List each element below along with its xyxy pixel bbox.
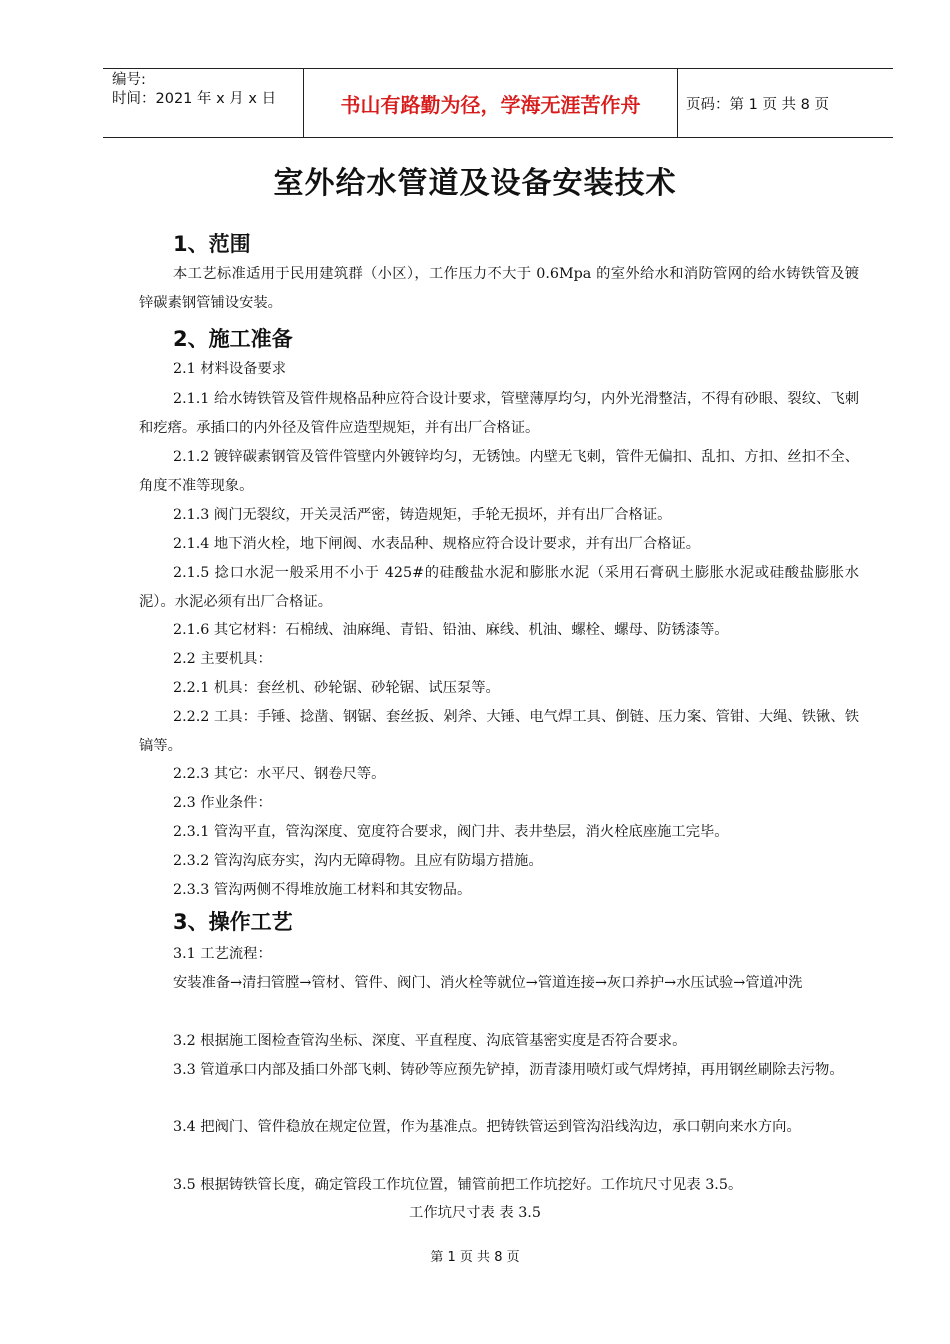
paragraph: 2.1.3 阀门无裂纹，开关灵活严密，铸造规矩，手轮无损坏，并有出厂合格证。 xyxy=(173,507,672,523)
paragraph: 3.4 把阀门、管件稳放在规定位置，作为基准点。把铸铁管运到管沟沿线沟边，承口朝向来水方向。 xyxy=(173,1119,801,1135)
document-date: 时间：2021 年 x 月 x 日 xyxy=(112,91,277,107)
document-title: 室外给水管道及设备安装技术 xyxy=(273,166,677,201)
paragraph: 2.2.2 工具：手锤、捻凿、钢锯、套丝扳、剁斧、大锤、电气焊工具、倒链、压力案、管钳、大绳、铁锹、铁镐等。 xyxy=(139,709,859,754)
header-page-info: 页码：第 1 页 共 8 页 xyxy=(686,96,829,113)
paragraph: 2.1 材料设备要求 xyxy=(173,361,287,377)
table-caption: 工作坑尺寸表 表 3.5 xyxy=(409,1205,541,1221)
paragraph: 3.5 根据铸铁管长度，确定管段工作坑位置，铺管前把工作坑挖好。工作坑尺寸见表 3.5。 xyxy=(173,1177,743,1193)
paragraph: 2.1.2 镀锌碳素钢管及管件管壁内外镀锌均匀，无锈蚀。内壁无飞刺，管件无偏扣、乱扣、方扣、丝扣不全、角度不准等现象。 xyxy=(139,449,859,494)
page-header xyxy=(103,68,893,138)
header-meta xyxy=(103,69,304,137)
paragraph: 2.2 主要机具： xyxy=(173,651,272,667)
paragraph: 3.3 管道承口内部及插口外部飞刺、铸砂等应预先铲掉，沥青漆用喷灯或气焊烤掉，再用钢丝刷除去污物。 xyxy=(173,1062,844,1078)
paragraph: 3.1 工艺流程： xyxy=(173,946,272,962)
section-heading-process: 3、操作工艺 xyxy=(173,910,293,934)
paragraph: 2.1.1 给水铸铁管及管件规格品种应符合设计要求，管壁薄厚均匀，内外光滑整洁，不得有砂眼、裂纹、飞刺和疙瘩。承插口的内外径及管件应造型规矩，并有出厂合格证。 xyxy=(139,391,859,436)
paragraph: 2.3.2 管沟沟底夯实，沟内无障碍物。且应有防塌方措施。 xyxy=(173,853,543,869)
header-motto: 书山有路勤为径，学海无涯苦作舟 xyxy=(304,69,678,137)
paragraph: 2.1.5 捻口水泥一般采用不小于 425#的硅酸盐水泥和膨胀水泥（采用石膏矾土膨胀水泥或硅酸盐膨胀水泥）。水泥必须有出厂合格证。 xyxy=(139,565,859,610)
paragraph: 2.3.1 管沟平直，管沟深度、宽度符合要求，阀门井、表井垫层，消火栓底座施工完毕。 xyxy=(173,824,729,840)
paragraph: 2.3 作业条件： xyxy=(173,795,272,811)
section-heading-preparation: 2、施工准备 xyxy=(173,327,293,351)
section-heading-scope: 1、范围 xyxy=(173,232,251,256)
paragraph: 3.2 根据施工图检查管沟坐标、深度、平直程度、沟底管基密实度是否符合要求。 xyxy=(173,1033,687,1049)
paragraph: 2.2.1 机具：套丝机、砂轮锯、砂轮锯、试压泵等。 xyxy=(173,680,500,696)
page-footer: 第 1 页 共 8 页 xyxy=(430,1250,520,1265)
paragraph: 2.2.3 其它：水平尺、钢卷尺等。 xyxy=(173,766,386,782)
paragraph: 2.1.6 其它材料：石棉绒、油麻绳、青铅、铅油、麻线、机油、螺栓、螺母、防锈漆等。 xyxy=(173,622,729,638)
paragraph: 安装准备→清扫管膛→管材、管件、阀门、消火栓等就位→管道连接→灰口养护→水压试验→管道冲洗 xyxy=(173,975,803,991)
paragraph: 本工艺标准适用于民用建筑群（小区），工作压力不大于 0.6Mpa 的室外给水和消防管网的给水铸铁管及镀锌碳素钢管铺设安装。 xyxy=(139,266,859,311)
paragraph: 2.1.4 地下消火栓，地下闸阀、水表品种、规格应符合设计要求，并有出厂合格证。 xyxy=(173,536,701,552)
paragraph: 2.3.3 管沟两侧不得堆放施工材料和其安物品。 xyxy=(173,882,472,898)
document-number-label: 编号: xyxy=(112,72,146,88)
